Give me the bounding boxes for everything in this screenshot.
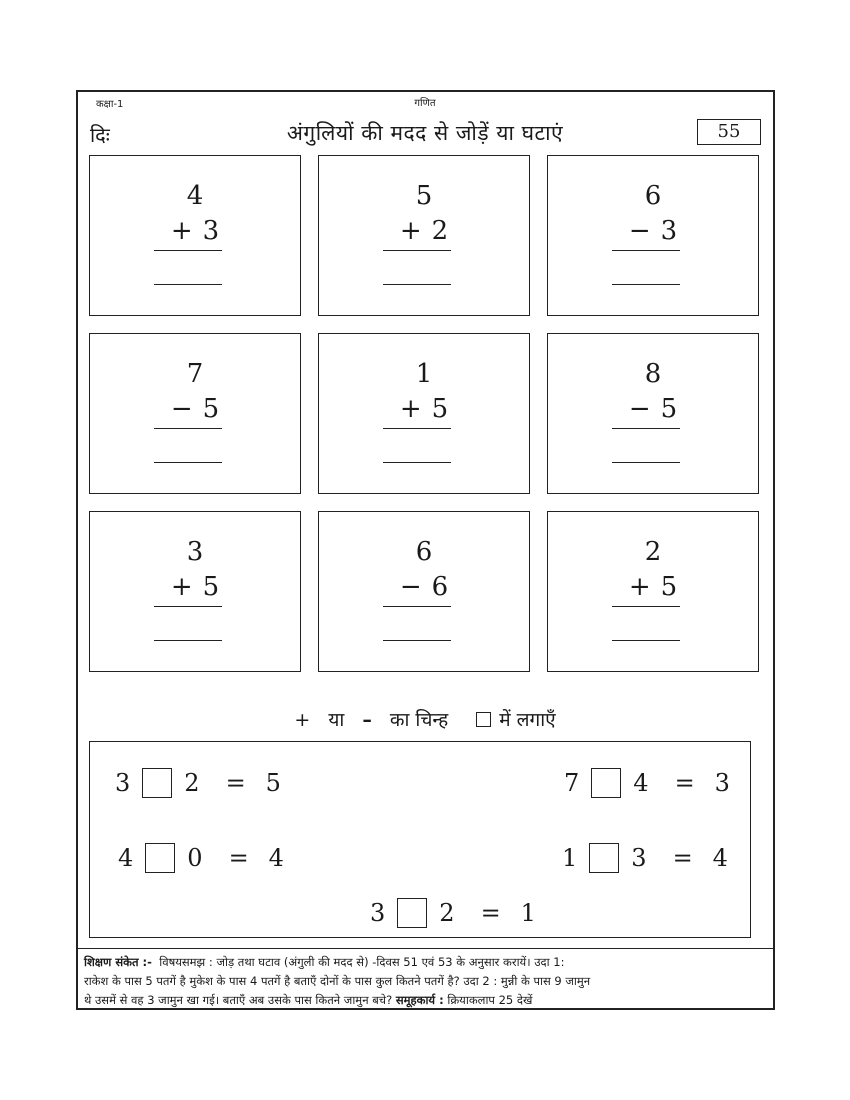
- problem-rule: [154, 606, 222, 607]
- problem-bottom-number: 2: [431, 216, 449, 246]
- equation-row: [562, 842, 728, 874]
- problem-bottom-number: 3: [660, 216, 678, 246]
- problem-top-number: 7: [186, 359, 204, 389]
- group-work-text: क्रियाकलाप 25 देखें: [447, 993, 533, 1007]
- problem-top-number: 1: [415, 359, 433, 389]
- teacher-note: [84, 953, 768, 1010]
- problem-operator: +: [170, 572, 193, 602]
- page-number: 55: [697, 119, 761, 145]
- problem-top-number: 6: [644, 181, 662, 211]
- equation-result: 4: [712, 844, 728, 872]
- problem-rule: [383, 428, 451, 429]
- problem-operation: [319, 216, 529, 246]
- equation-left-operand: 3: [115, 769, 131, 797]
- problem-box: [547, 155, 759, 316]
- problem-operator: +: [170, 216, 193, 246]
- problem-bottom-number: 6: [431, 572, 449, 602]
- equation-right-operand: 4: [633, 769, 649, 797]
- problem-top-number: 3: [186, 537, 204, 567]
- problem-operator: −: [399, 572, 422, 602]
- teacher-note-line-3: [84, 991, 768, 1010]
- problem-box: [547, 333, 759, 494]
- sign-answer-box[interactable]: [142, 768, 172, 798]
- problem-rule: [612, 606, 680, 607]
- equation-result: 4: [268, 844, 284, 872]
- problem-operator: −: [628, 216, 651, 246]
- problem-bottom-number: 5: [431, 394, 449, 424]
- instruction-text-2: में लगाएँ: [499, 709, 556, 731]
- teacher-note-line-2: राकेश के पास 5 पतगें है मुकेश के पास 4 पतगें है बताएँ दोनों के पास कुल कितने पतगें है? उदा 2 : मुन्नी के पास 9 जामुन: [84, 974, 591, 988]
- answer-line: [383, 284, 451, 285]
- sign-instruction: [0, 706, 850, 732]
- problem-operator: +: [399, 216, 422, 246]
- equals-sign: =: [228, 844, 249, 872]
- equation-result: 3: [714, 769, 730, 797]
- equation-result: 1: [520, 899, 536, 927]
- answer-line: [612, 284, 680, 285]
- problem-operator: −: [170, 394, 193, 424]
- problem-operation: [548, 216, 758, 246]
- problem-operator: +: [399, 394, 422, 424]
- problem-operation: [319, 572, 529, 602]
- problem-operator: −: [628, 394, 651, 424]
- problem-operation: [90, 216, 300, 246]
- equation-right-operand: 3: [631, 844, 647, 872]
- answer-line: [612, 640, 680, 641]
- subject-label: गणित: [414, 98, 436, 109]
- problem-top-number: 6: [415, 537, 433, 567]
- problem-operation: [319, 394, 529, 424]
- equation-left-operand: 4: [118, 844, 134, 872]
- equation-result: 5: [265, 769, 281, 797]
- problem-box: [547, 511, 759, 672]
- problem-operator: +: [628, 572, 651, 602]
- problem-operation: [548, 394, 758, 424]
- sign-answer-box[interactable]: [589, 843, 619, 873]
- problem-rule: [612, 428, 680, 429]
- equals-sign: =: [674, 769, 695, 797]
- problem-bottom-number: 5: [660, 572, 678, 602]
- equation-left-operand: 7: [564, 769, 580, 797]
- problem-box: [318, 511, 530, 672]
- answer-line: [154, 462, 222, 463]
- instruction-text-1: का चिन्ह: [389, 709, 449, 731]
- equation-right-operand: 0: [187, 844, 203, 872]
- teacher-note-heading: शिक्षण संकेत :-: [84, 955, 152, 969]
- problem-box: [89, 155, 301, 316]
- equation-row: [115, 767, 281, 799]
- problem-rule: [154, 428, 222, 429]
- problem-bottom-number: 5: [202, 394, 220, 424]
- problem-rule: [154, 250, 222, 251]
- date-label: दिः: [90, 123, 110, 147]
- sign-answer-box[interactable]: [591, 768, 621, 798]
- answer-line: [154, 284, 222, 285]
- problem-top-number: 5: [415, 181, 433, 211]
- instruction-or: या: [328, 709, 345, 731]
- square-symbol-icon: [476, 712, 491, 727]
- page-title: अंगुलियों की मदद से जोड़ें या घटाएं: [286, 121, 564, 145]
- teacher-note-line-1: [84, 953, 768, 972]
- teacher-note-text-1: विषयसमझ : जोड़ तथा घटाव (अंगुली की मदद से) -दिवस 51 एवं 53 के अनुसार करायें। उदा 1:: [159, 955, 565, 969]
- problem-top-number: 8: [644, 359, 662, 389]
- problem-top-number: 2: [644, 537, 662, 567]
- problem-box: [318, 155, 530, 316]
- problem-rule: [383, 606, 451, 607]
- answer-line: [154, 640, 222, 641]
- problem-box: [318, 333, 530, 494]
- problem-box: [89, 511, 301, 672]
- equation-left-operand: 3: [370, 899, 386, 927]
- equals-sign: =: [672, 844, 693, 872]
- equation-row: [564, 767, 730, 799]
- problem-rule: [612, 250, 680, 251]
- problem-bottom-number: 5: [660, 394, 678, 424]
- equation-right-operand: 2: [439, 899, 455, 927]
- minus-sign: –: [362, 709, 372, 731]
- teacher-note-text-3: थे उसमें से वह 3 जामुन खा गई। बताएँ अब उसके पास कितने जामुन बचे?: [84, 993, 393, 1007]
- problem-box: [89, 333, 301, 494]
- problem-operation: [90, 572, 300, 602]
- class-label: कक्षा-1: [96, 99, 124, 110]
- problem-bottom-number: 5: [202, 572, 220, 602]
- problem-bottom-number: 3: [202, 216, 220, 246]
- equation-left-operand: 1: [562, 844, 578, 872]
- group-work-label: समूहकार्य :: [395, 993, 444, 1007]
- problem-top-number: 4: [186, 181, 204, 211]
- footer-divider: [77, 948, 774, 949]
- answer-line: [612, 462, 680, 463]
- equation-right-operand: 2: [184, 769, 200, 797]
- equation-row: [370, 897, 536, 929]
- answer-line: [383, 462, 451, 463]
- equation-row: [118, 842, 284, 874]
- problem-operation: [90, 394, 300, 424]
- sign-answer-box[interactable]: [145, 843, 175, 873]
- answer-line: [383, 640, 451, 641]
- equals-sign: =: [225, 769, 246, 797]
- plus-sign: +: [294, 709, 311, 731]
- problem-operation: [548, 572, 758, 602]
- problem-rule: [383, 250, 451, 251]
- sign-answer-box[interactable]: [397, 898, 427, 928]
- equals-sign: =: [480, 899, 501, 927]
